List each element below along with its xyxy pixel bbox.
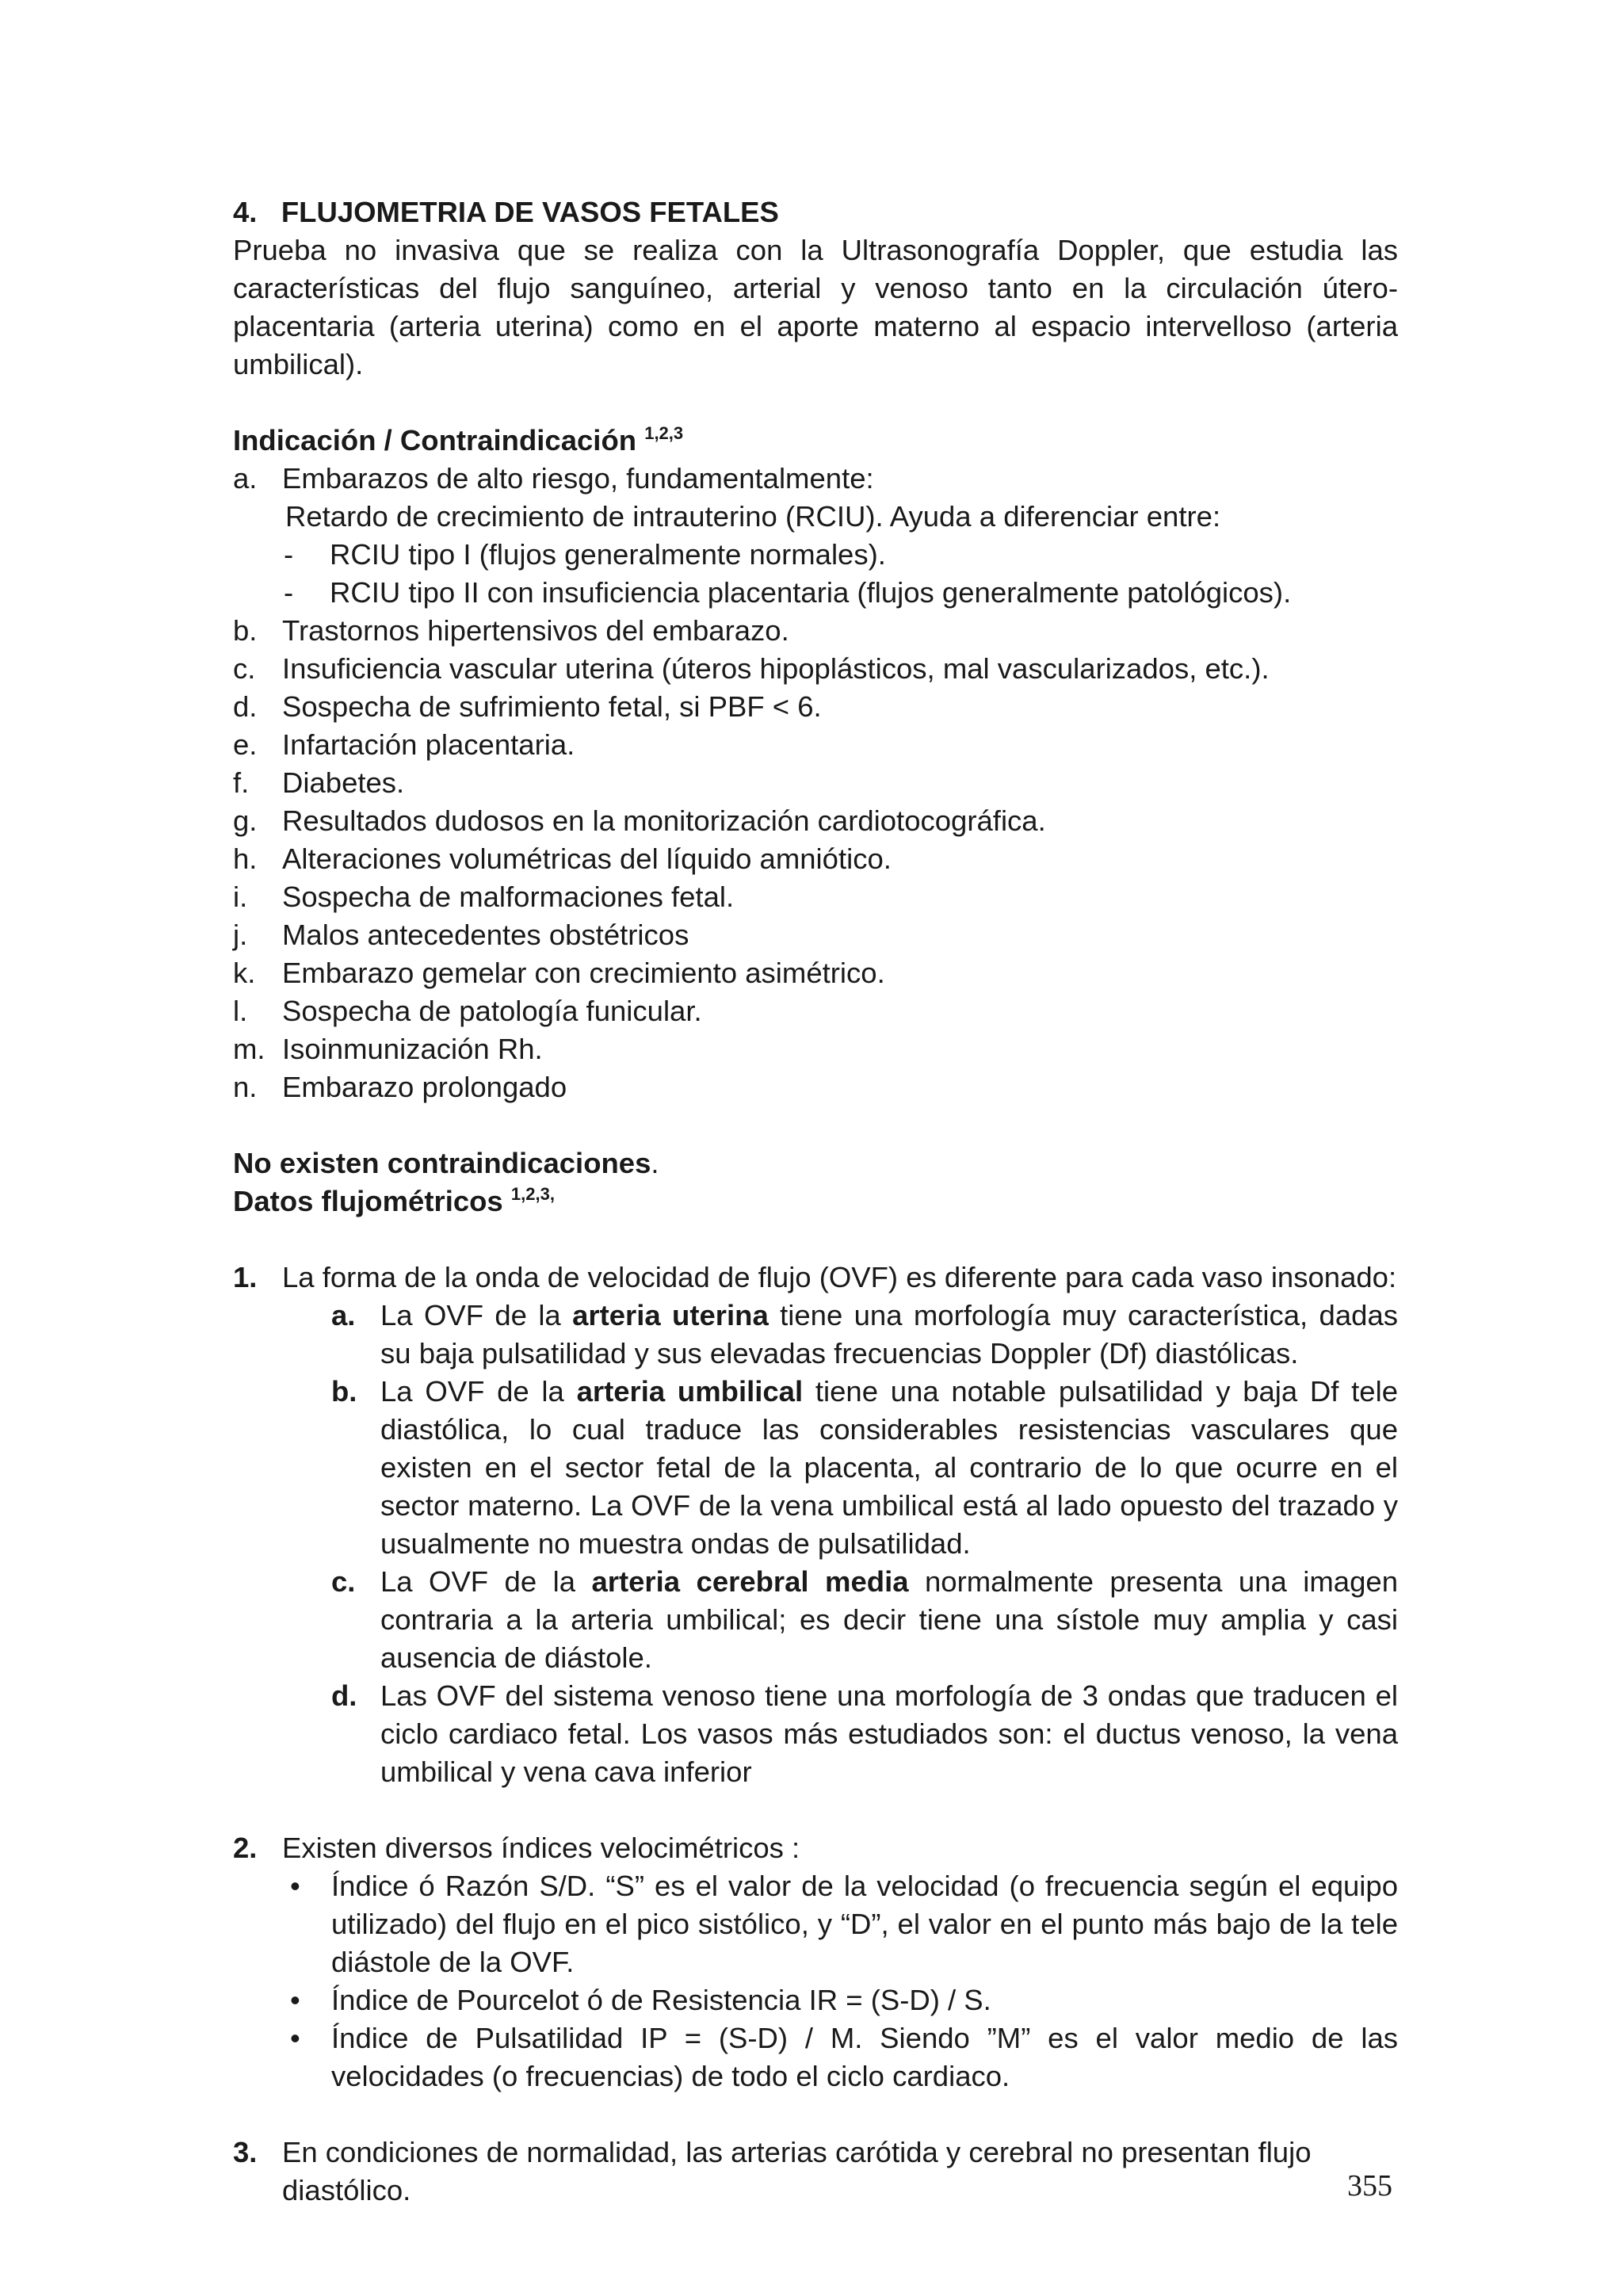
list-item (233, 688, 1398, 726)
dash-item (233, 574, 1398, 612)
sub-item-a (233, 1297, 1398, 1373)
no-contra-tail: . (651, 1147, 659, 1179)
list-item (233, 1068, 1398, 1106)
page-number: 355 (1347, 2169, 1392, 2202)
list-text: Sospecha de sufrimiento fetal, si PBF < 6. (282, 690, 822, 723)
list-text: Diabetes. (282, 766, 405, 799)
sub-text: tiene una notable pulsatilidad y baja Df tele diastólica, lo cual traduce las considerables resistencias vasculares que existen en el sector fetal de la placenta, al contrario de lo que ocurre en el sector materno. La OVF de la vena umbilical está al lado opuesto del trazado y usualmente no muestra ondas de pulsatilidad. (380, 1375, 1399, 1560)
numbered-point-1 (233, 1259, 1398, 1297)
list-item (233, 460, 1398, 498)
no-contra-bold: No existen contraindicaciones (233, 1147, 651, 1179)
bullet-text: Índice de Pourcelot ó de Resistencia IR = (S-D) / S. (331, 1984, 991, 2016)
list-marker: g. (233, 804, 258, 837)
sub-text: tiene una morfología muy característica, dadas su baja pulsatilidad y sus elevadas frecuencias Doppler (Df) diastólicas. (380, 1299, 1398, 1370)
list-marker: d. (233, 690, 258, 723)
list-text: Alteraciones volumétricas del líquido amniótico. (282, 842, 892, 875)
list-text: Infartación placentaria. (282, 728, 575, 761)
sub-bold-term: arteria umbilical (576, 1375, 804, 1408)
point-text: Existen diversos índices velocimétricos : (282, 1832, 800, 1864)
list-marker: c. (233, 652, 256, 685)
indication-ref: 1,2,3 (644, 423, 684, 443)
sub-marker: d. (331, 1679, 357, 1712)
list-item (233, 954, 1398, 992)
rciu-text: Retardo de crecimiento de intrauterino (RCIU). Ayuda a diferenciar entre: (285, 500, 1221, 533)
list-text: Sospecha de malformaciones fetal. (282, 881, 735, 913)
list-marker: i. (233, 881, 248, 913)
list-marker: h. (233, 842, 258, 875)
dash-marker: - (284, 538, 294, 571)
list-marker: k. (233, 957, 256, 989)
sub-item-c (233, 1563, 1398, 1677)
list-text: Trastornos hipertensivos del embarazo. (282, 614, 789, 647)
dash-text: RCIU tipo II con insuficiencia placentaria (flujos generalmente patológicos). (330, 576, 1292, 609)
section-title: 4. FLUJOMETRIA DE VASOS FETALES (233, 196, 779, 228)
numbered-point-2 (233, 1829, 1398, 1867)
list-item (233, 992, 1398, 1030)
dash-item (233, 536, 1398, 574)
list-text: Embarazos de alto riesgo, fundamentalmente: (282, 462, 874, 495)
dash-marker: - (284, 576, 294, 609)
sub-marker: a. (331, 1299, 356, 1331)
numbered-point-3 (233, 2134, 1398, 2210)
list-item (233, 840, 1398, 878)
sub-text: La OVF de la (380, 1565, 592, 1598)
bullet-item (233, 1867, 1398, 1981)
bullet-text: Índice ó Razón S/D. “S” es el valor de la velocidad (o frecuencia según el equipo utilizado) del flujo en el pico sistólico, y “D”, el valor en el punto más bajo de la tele diástole de la OVF. (331, 1870, 1398, 1978)
list-marker: l. (233, 995, 248, 1027)
list-item (233, 1030, 1398, 1068)
list-marker: f. (233, 766, 250, 799)
list-marker: b. (233, 614, 258, 647)
sub-item-d (233, 1677, 1398, 1791)
bullet-marker: • (290, 2022, 300, 2054)
list-text: Isoinmunización Rh. (282, 1033, 543, 1065)
bullet-marker: • (290, 1870, 300, 1902)
bullet-text: Índice de Pulsatilidad IP = (S-D) / M. Siendo ”M” es el valor medio de las velocidades (o frecuencias) de todo el ciclo cardiaco. (331, 2022, 1398, 2092)
list-text: Insuficiencia vascular uterina (úteros hipoplásticos, mal vascularizados, etc.). (282, 652, 1270, 685)
list-marker: e. (233, 728, 258, 761)
point-marker: 3. (233, 2136, 258, 2168)
sub-bold-term: arteria uterina (572, 1299, 769, 1331)
bullet-item (233, 2019, 1398, 2095)
sub-text: Las OVF del sistema venoso tiene una morfología de 3 ondas que traducen el ciclo cardiaco fetal. Los vasos más estudiados son: el ductus venoso, la vena umbilical y vena cava inferior (380, 1679, 1398, 1788)
list-marker: n. (233, 1071, 258, 1103)
intro-paragraph: Prueba no invasiva que se realiza con la Ultrasonografía Doppler, que estudia las características del flujo sanguíneo, arterial y venoso tanto en la circulación útero-placentaria (arteria uterina) como en el aporte materno al espacio intervelloso (arteria umbilical). (233, 234, 1398, 380)
point-marker: 2. (233, 1832, 258, 1864)
sub-text: La OVF de la (380, 1299, 573, 1331)
list-item (233, 650, 1398, 688)
sub-text: La OVF de la (380, 1375, 577, 1408)
bullet-marker: • (290, 1984, 300, 2016)
list-marker: a. (233, 462, 258, 495)
point-text: La forma de la onda de velocidad de flujo (OVF) es diferente para cada vaso insonado: (282, 1261, 1397, 1293)
list-item (233, 612, 1398, 650)
datos-title: Datos flujométricos (233, 1185, 503, 1217)
point-marker: 1. (233, 1261, 258, 1293)
no-contraindications (233, 1144, 1398, 1182)
point-text: En condiciones de normalidad, las arterias carótida y cerebral no presentan flujo diastólico. (282, 2136, 1312, 2206)
document-page (233, 193, 1398, 2210)
list-text: Sospecha de patología funicular. (282, 995, 702, 1027)
list-item (233, 916, 1398, 954)
datos-ref: 1,2,3, (510, 1184, 555, 1204)
sub-item-b (233, 1373, 1398, 1563)
datos-heading (233, 1182, 1398, 1221)
bullet-item (233, 1981, 1398, 2019)
list-marker: j. (233, 919, 248, 951)
list-item (233, 878, 1398, 916)
dash-text: RCIU tipo I (flujos generalmente normales). (330, 538, 886, 571)
list-item (233, 802, 1398, 840)
list-text: Embarazo prolongado (282, 1071, 567, 1103)
list-marker: m. (233, 1033, 265, 1065)
list-text: Resultados dudosos en la monitorización cardiotocográfica. (282, 804, 1046, 837)
indication-title: Indicación / Contraindicación (233, 424, 637, 457)
list-item (233, 764, 1398, 802)
sub-marker: b. (331, 1375, 357, 1408)
sub-marker: c. (331, 1565, 356, 1598)
list-item (233, 726, 1398, 764)
list-text: Embarazo gemelar con crecimiento asimétrico. (282, 957, 885, 989)
list-text: Malos antecedentes obstétricos (282, 919, 689, 951)
sub-text: normalmente presenta una imagen contraria a la arteria umbilical; es decir tiene una sístole muy amplia y casi ausencia de diástole. (380, 1565, 1399, 1674)
indication-heading (233, 422, 1398, 460)
sub-bold-term: arteria cerebral media (591, 1565, 909, 1598)
